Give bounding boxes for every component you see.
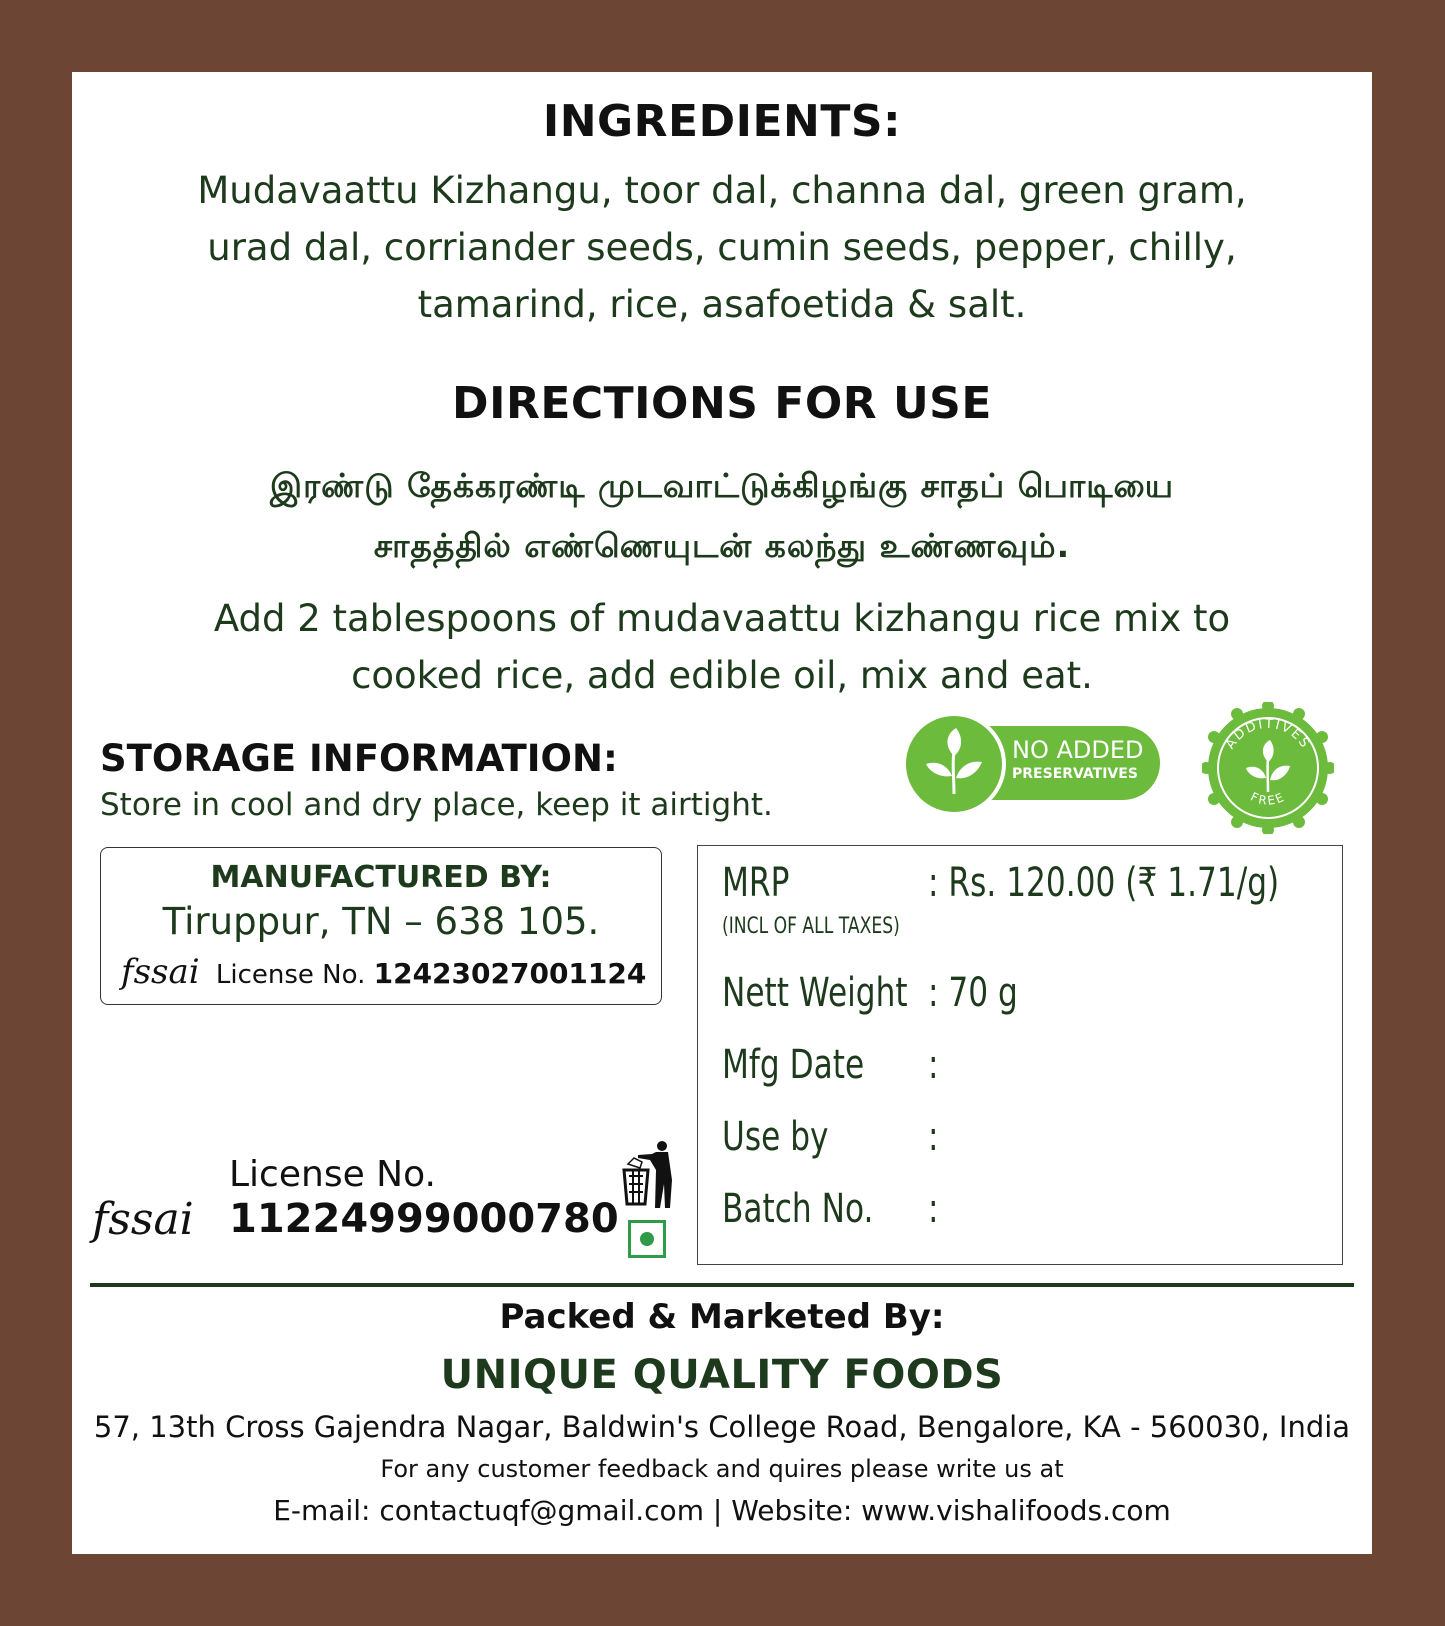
badge-text-line2: PRESERVATIVES: [1012, 766, 1138, 782]
badge-text-line1: NO ADDED: [1012, 736, 1144, 764]
divider: [90, 1283, 1354, 1287]
tamil-line: இரண்டு தேக்கரண்டி முடவாட்டுக்கிழங்கு சாதப் பொடியை: [269, 466, 1175, 505]
nett-weight-label: Nett Weight: [722, 970, 908, 1016]
storage-text: Store in cool and dry place, keep it airtight.: [100, 787, 773, 823]
fssai-license-label: License No.: [229, 1154, 436, 1195]
license-label: License No.: [215, 960, 366, 990]
veg-mark-icon: [628, 1220, 666, 1258]
svg-text:FREE: FREE: [1248, 789, 1288, 808]
storage-title: STORAGE INFORMATION:: [100, 737, 618, 780]
batch-no-value: :: [928, 1186, 939, 1232]
manufacturer-address: Tiruppur, TN – 638 105.: [162, 900, 600, 943]
veg-dot: [640, 1232, 654, 1246]
svg-text:ADDITIVES: ADDITIVES: [1222, 716, 1314, 752]
use-by-value: :: [928, 1114, 939, 1160]
mrp-value: : Rs. 120.00 (₹ 1.71/g): [928, 860, 1280, 906]
company-address: 57, 13th Cross Gajendra Nagar, Baldwin's College Road, Bengalore, KA - 560030, India: [93, 1410, 1351, 1444]
tamil-line: சாதத்தில் எண்ணெயுடன் கலந்து உண்ணவும்.: [373, 526, 1071, 565]
ingredients-line: urad dal, corriander seeds, cumin seeds, pepper, chilly,: [207, 226, 1237, 269]
fssai-license-number: 11224999000780: [229, 1196, 619, 1242]
directions-english: [72, 590, 1372, 704]
direction-line: Add 2 tablespoons of mudavaattu kizhangu rice mix to: [213, 597, 1231, 640]
manufacturer-title: MANUFACTURED BY:: [210, 860, 552, 895]
ingredients-list: [72, 162, 1372, 333]
batch-no-label: Batch No.: [722, 1186, 874, 1232]
nett-weight-value: : 70 g: [928, 970, 1018, 1016]
mrp-label: MRP: [722, 860, 790, 906]
label-panel: [72, 72, 1372, 1554]
badge-circle: [902, 712, 1006, 816]
no-preservatives-badge: [902, 712, 1160, 812]
leaf-icon: [906, 716, 1002, 812]
mrp-subtext: (INCL OF ALL TAXES): [722, 914, 900, 939]
manufacturer-box: [100, 847, 662, 1005]
ingredients-line: tamarind, rice, asafoetida & salt.: [417, 283, 1027, 326]
seal-icon: [1202, 702, 1334, 834]
price-box: [697, 845, 1343, 1265]
directions-title: DIRECTIONS FOR USE: [452, 378, 992, 429]
ingredients-title: INGREDIENTS:: [542, 96, 902, 147]
directions-tamil: [72, 456, 1372, 576]
feedback-text: For any customer feedback and quires please write us at: [380, 1455, 1064, 1483]
additives-free-badge: [1202, 702, 1334, 834]
use-by-label: Use by: [722, 1114, 829, 1160]
fssai-logo-icon: fssai: [121, 952, 200, 992]
packed-by-label: Packed & Marketed By:: [499, 1297, 945, 1337]
ingredients-line: Mudavaattu Kizhangu, toor dal, channa dal, green gram,: [197, 169, 1247, 212]
license-number: 12423027001124: [373, 957, 647, 990]
company-name: UNIQUE QUALITY FOODS: [440, 1352, 1004, 1398]
dispose-bin-icon: [620, 1140, 676, 1210]
direction-line: cooked rice, add edible oil, mix and eat.: [351, 654, 1093, 697]
mfg-date-label: Mfg Date: [722, 1042, 865, 1088]
manufacturer-license: [121, 952, 646, 992]
contact-info: E-mail: contactuqf@gmail.com | Website: www.vishalifoods.com: [273, 1494, 1171, 1527]
fssai-logo-icon: fssai: [92, 1194, 194, 1245]
mfg-date-value: :: [928, 1042, 939, 1088]
